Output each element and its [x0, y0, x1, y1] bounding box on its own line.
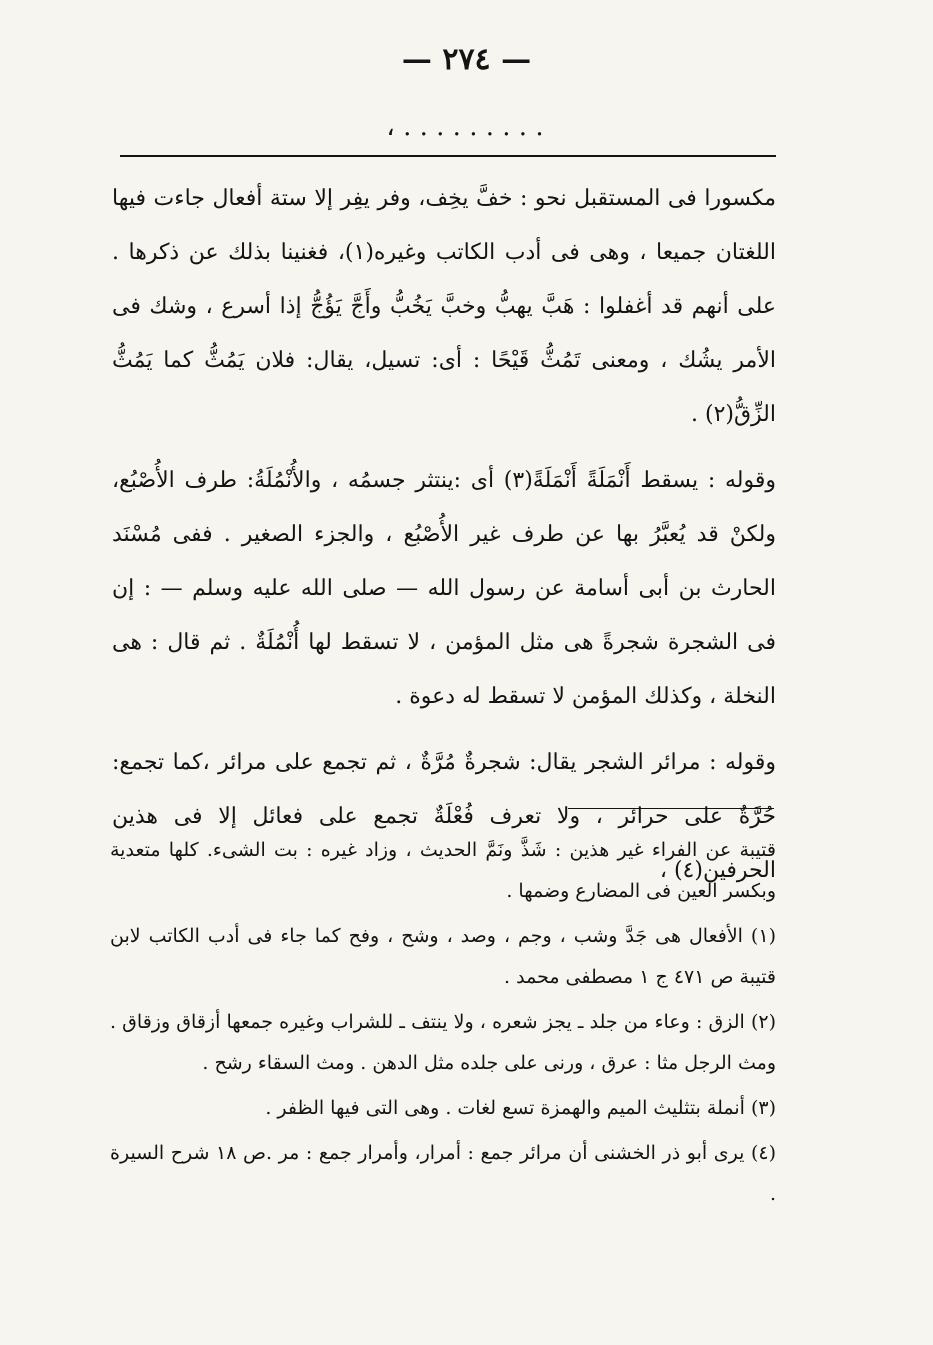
footnote-4: (٤) يرى أبو ذر الخشنى أن مرائر جمع : أمرار، وأمرار جمع : مر .ص ١٨ شرح السيرة . [110, 1142, 776, 1205]
footnote-2: (٢) الزق : وعاء من جلد ـ يجز شعره ، ولا ينتف ـ للشراب وغيره جمعها أزقاق وزقاق . ومث الرجل مثا : عرق ، ورنى على جلده مثل الدهن . ومث السقاء رشح . [110, 1011, 776, 1074]
main-paragraph-2: وقوله : يسقط أَنْمَلَةً أَنْمَلَةً(٣) أى :ينتثر جسمُه ، والأُنْمُلَةُ: طرف الأُصْبُع، ولكنْ قد يُعبَّرُ بها عن طرف غير الأُصْبُع ، والجزء الصغير . ففى مُسْنَد الحارث بن أبى أسامة عن رسول الله — صلى الله عليه وسلم — : إن فى الشجرة شجرةً هى مثل المؤمن ، لا تسقط لها أُنْمُلَةٌ . ثم قال : هى النخلة ، وكذلك المؤمن لا تسقط له دعوة . [112, 468, 777, 709]
main-text [112, 172, 776, 910]
footnote-3: (٣) أنملة بتثليث الميم والهمزة تسع لغات . وهى التى فيها الظفر . [265, 1097, 776, 1119]
main-paragraph-3: وقوله : مرائر الشجر يقال: شجرةٌ مُرَّةٌ ، ثم تجمع على مرائر ،كما تجمع: حُرَّةٌ على حرائر ، ولا تعرف فُعْلَةٌ تجمع على فعائل إلا فى هذين الحرفين(٤) ، [112, 750, 776, 883]
footnote-1: (١) الأفعال هى جَدَّ وشب ، وجم ، وصد ، وشح ، وفح كما جاء فى أدب الكاتب لابن قتيبة ص ٤٧١ ج ١ مصطفى محمد . [110, 925, 776, 988]
footnote-separator [568, 808, 774, 809]
main-paragraph-1: مكسورا فى المستقبل نحو : خفَّ يخِف، وفر يفِر إلا ستة أفعال جاءت فيها اللغتان جميعا ، وهى فى أدب الكاتب وغيره(١)، فغنينا بذلك عن ذكرها . على أنهم قد أغفلوا : هَبَّ يهبُّ وخبَّ يَخُبُّ وأَجَّ يَؤُجُّ إذا أسرع ، وشك فى الأمر يشُك ، ومعنى تَمُثُّ قَيْحًا : أى: تسيل، يقال: فلان يَمُثُّ كما يَمُثُّ الزِّقُّ(٢) . [112, 186, 776, 427]
footnote-continuation: قتيبة عن الفراء غير هذين : شَذَّ ونَمَّ الحديث ، وزاد غيره : بت الشىء. كلها متعدية وبكسر العين فى المضارع وضمها . [110, 839, 776, 902]
footnotes [110, 830, 776, 1219]
header-rule [120, 155, 776, 157]
ellipsis-marker: ، . . . . . . . . . [386, 112, 544, 142]
page-number: — ٢٧٤ — [401, 42, 532, 77]
